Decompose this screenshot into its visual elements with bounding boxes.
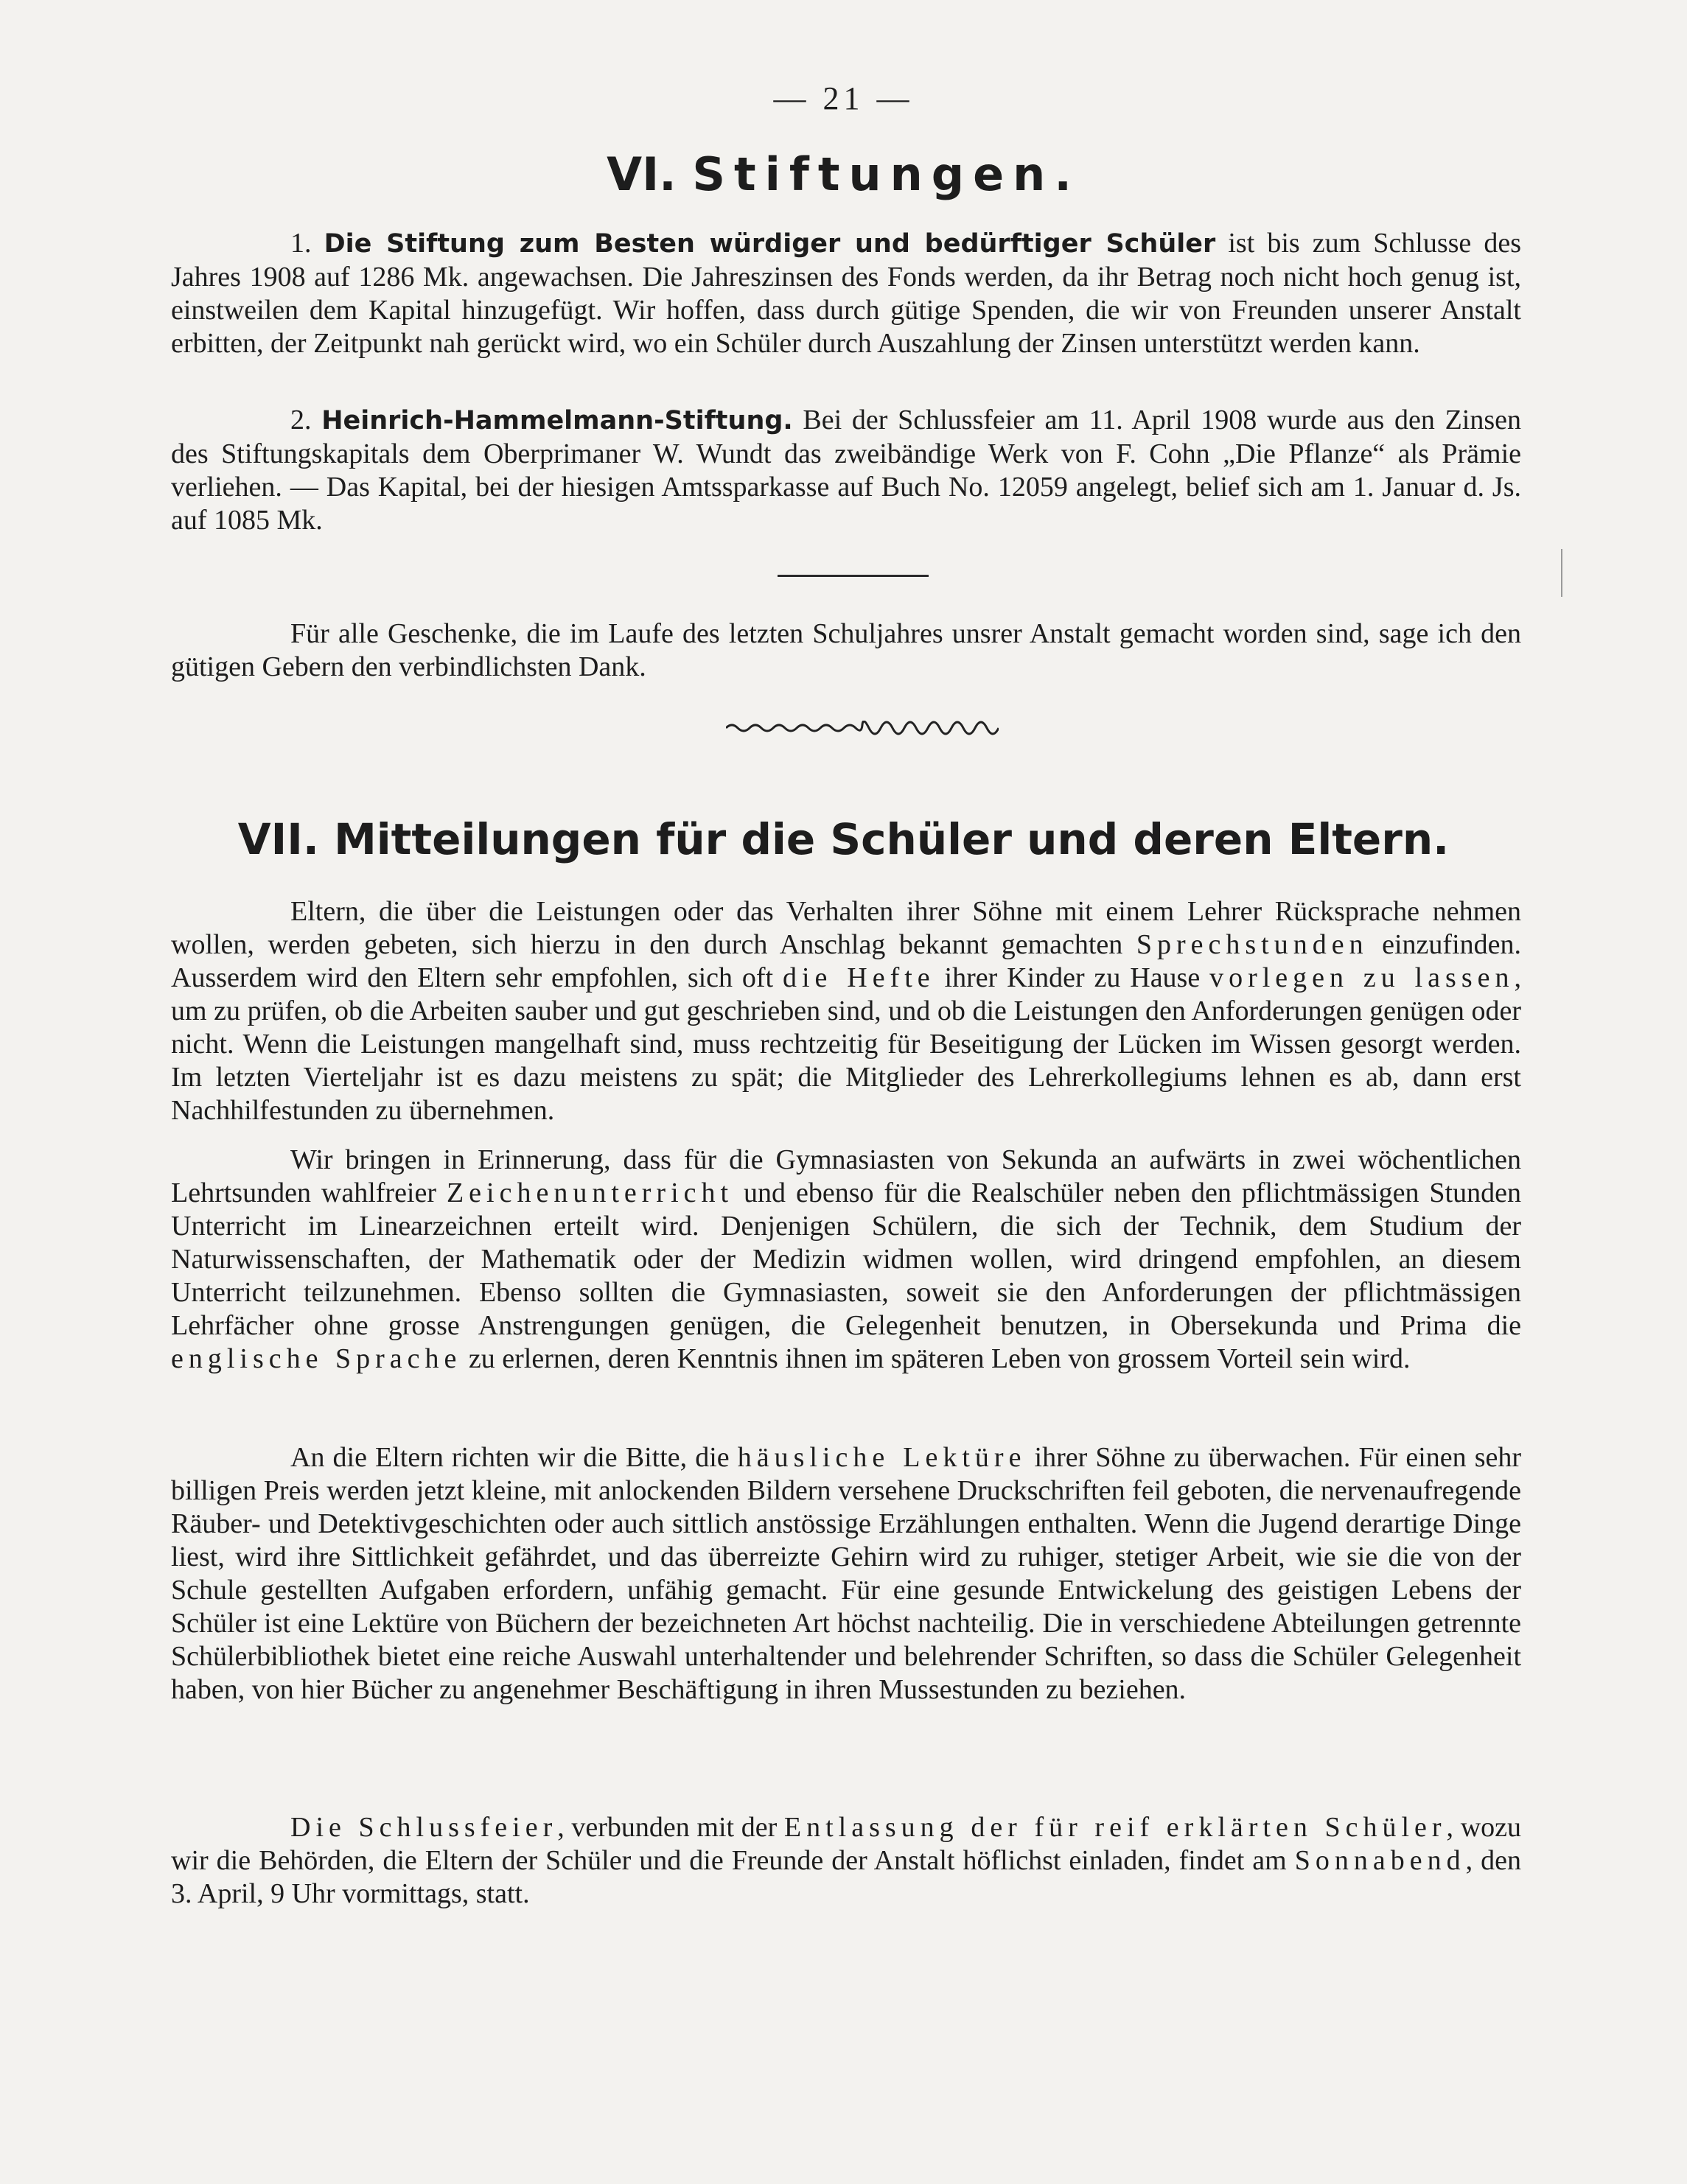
section-heading-mitteilungen: VII. Mitteilungen für die Schüler und deren Eltern. bbox=[237, 814, 1450, 864]
section-heading-stiftungen bbox=[0, 147, 1687, 201]
text-run: und ebenso für die Realschüler neben den pflichtmässigen Stunden Unterricht im Linearzeichnen erteilt wird. Denjenigen Schülern, die sich der Technik, dem Studium der Naturwissenschaften, der Mathematik oder der Medizin widmen wollen, wird dringend empfohlen, an diesem Unterricht teilzunehmen. Ebenso sollten die Gymnasiasten, soweit sie den Anforderungen der pflichtmässigen Lehrfächer ohne grosse Anstrengungen genügen, die Gelegenheit benutzen, in Obersekunda und Prima die bbox=[171, 1177, 1521, 1341]
text-run: zu erlernen, deren Kenntnis ihnen im späteren Leben von grossem Vorteil sein wird. bbox=[461, 1343, 1411, 1374]
text-run: An die Eltern richten wir die Bitte, die bbox=[290, 1442, 738, 1473]
spaced-text: englische Sprache bbox=[171, 1343, 462, 1374]
mitteilungen-paragraph-3 bbox=[171, 1441, 1521, 1707]
stiftung-title: Die Stiftung zum Besten würdiger und bedürftiger Schüler bbox=[324, 229, 1216, 259]
text-run: ihrer Söhne zu überwachen. Für einen sehr billigen Preis werden jetzt kleine, mit anlockenden Bildern versehene Druckschriften feil geboten, die nervenaufregende Räuber- und Detektivgeschichten oder auch sittlich anstössige Erzählungen enthalten. Wenn die Jugend derartige Dinge liest, wird ihre Sittlichkeit gefährdet, und das überreizte Gehirn wird zu ruhiger, stetiger Arbeit, wie sie die von der Schule gestellten Aufgaben erfordern, unfähig gemacht. Für eine gesunde Entwickelung des geistigen Lebens der Schüler ist eine Lektüre von Büchern der bezeichneten Art höchst nachteilig. Die in verschiedene Abteilungen getrennte Schülerbibliothek bietet eine reiche Auswahl unterhaltender und belehrender Schriften, so dass die Schüler Gelegenheit haben, von hier Bücher zu angenehmer Beschäftigung in ihren Mussestunden zu beziehen. bbox=[171, 1442, 1521, 1705]
spaced-text: Zeichenunterricht bbox=[446, 1177, 734, 1208]
paragraph-text: Für alle Geschenke, die im Laufe des letzten Schuljahres unsrer Anstalt gemacht worden sind, sage ich den gütigen Gebern den verbindlichsten Dank. bbox=[171, 618, 1521, 682]
divider-rule bbox=[778, 575, 929, 577]
text-run: , den 3. April, 9 Uhr vormittags, statt. bbox=[171, 1845, 1522, 1909]
spaced-text: häusliche Lektüre bbox=[737, 1442, 1027, 1473]
text-run: , wozu wir die Behörden, die Eltern der Schüler und die Freunde der Anstalt höflichst einladen, findet am bbox=[171, 1812, 1521, 1876]
spaced-text: Entlassung der für reif erklärten Schüler bbox=[783, 1812, 1447, 1843]
thanks-paragraph bbox=[171, 617, 1521, 684]
text-run: einzufinden. Ausserdem wird den Eltern sehr empfohlen, sich oft bbox=[171, 929, 1521, 993]
text-run: , verbunden mit der bbox=[557, 1812, 784, 1843]
paragraph-text: Bei der Schlussfeier am 11. April 1908 wurde aus den Zinsen des Stiftungskapitals dem Oberprimaner W. Wundt das zweibändige Werk von F. Cohn „Die Pflanze“ als Prämie verliehen. — Das Kapital, bei der hiesigen Amtssparkasse auf Buch No. 12059 angelegt, belief sich am 1. Januar d. Js. auf 1085 Mk. bbox=[171, 405, 1521, 536]
mitteilungen-paragraph-4 bbox=[171, 1811, 1521, 1911]
text-run: ihrer Kinder zu Hause bbox=[935, 962, 1210, 993]
mitteilungen-paragraph-2 bbox=[171, 1144, 1521, 1376]
paragraph-text: ist bis zum Schlusse des Jahres 1908 auf 1286 Mk. angewachsen. Die Jahreszinsen des Fonds werden, da ihr Betrag noch nicht hoch genug ist, einstweilen dem Kapital hinzugefügt. Wir hoffen, dass durch gütige Spenden, die wir von Freunden unserer Anstalt erbitten, der Zeitpunkt nah gerückt wird, wo ein Schüler durch Auszahlung der Zinsen unterstützt werden kann. bbox=[171, 228, 1522, 359]
item-number: 1. bbox=[290, 228, 324, 259]
page-number: — 21 — bbox=[773, 80, 914, 116]
heading-number: VI. bbox=[607, 147, 677, 201]
heading-word: Stiftungen. bbox=[692, 147, 1080, 201]
text-run: Eltern, die über die Leistungen oder das Verhalten ihrer Söhne mit einem Lehrer Rücksprache nehmen wollen, werden gebeten, sich hierzu in den durch Anschlag bekannt gemachten bbox=[171, 896, 1521, 960]
stiftung-item-1 bbox=[171, 227, 1521, 360]
item-number: 2. bbox=[290, 405, 322, 435]
text-run: , um zu prüfen, ob die Arbeiten sauber und gut geschrieben sind, und ob die Leistungen den Anforderungen genügen oder nicht. Wenn die Leistungen mangelhaft sind, muss rechtzeitig für Beseitigung der Lücken im Wissen gesorgt werden. Im letzten Vierteljahr ist es dazu meistens zu spät; die Mitglieder des Lehrerkollegiums lehnen es ab, dann erst Nachhilfestunden zu übernehmen. bbox=[171, 962, 1521, 1126]
stiftung-item-2 bbox=[171, 404, 1521, 537]
mitteilungen-paragraph-1 bbox=[171, 895, 1521, 1127]
text-run: Wir bringen in Erinnerung, dass für die Gymnasiasten von Sekunda an aufwärts in zwei wöchentlichen Lehrtsunden wahlfreier bbox=[171, 1144, 1521, 1208]
stiftung-title: Heinrich-Hammelmann-Stiftung. bbox=[321, 406, 793, 435]
spaced-text: die Hefte bbox=[782, 962, 935, 993]
spaced-text: Sprechstunden bbox=[1136, 929, 1369, 960]
spaced-text: Die Schlussfeier bbox=[290, 1812, 558, 1843]
spaced-text: vorlegen zu lassen bbox=[1209, 962, 1515, 993]
spaced-text: Sonnabend bbox=[1294, 1845, 1466, 1876]
ornament-divider bbox=[726, 721, 999, 741]
scan-edge-mark bbox=[1561, 549, 1562, 597]
